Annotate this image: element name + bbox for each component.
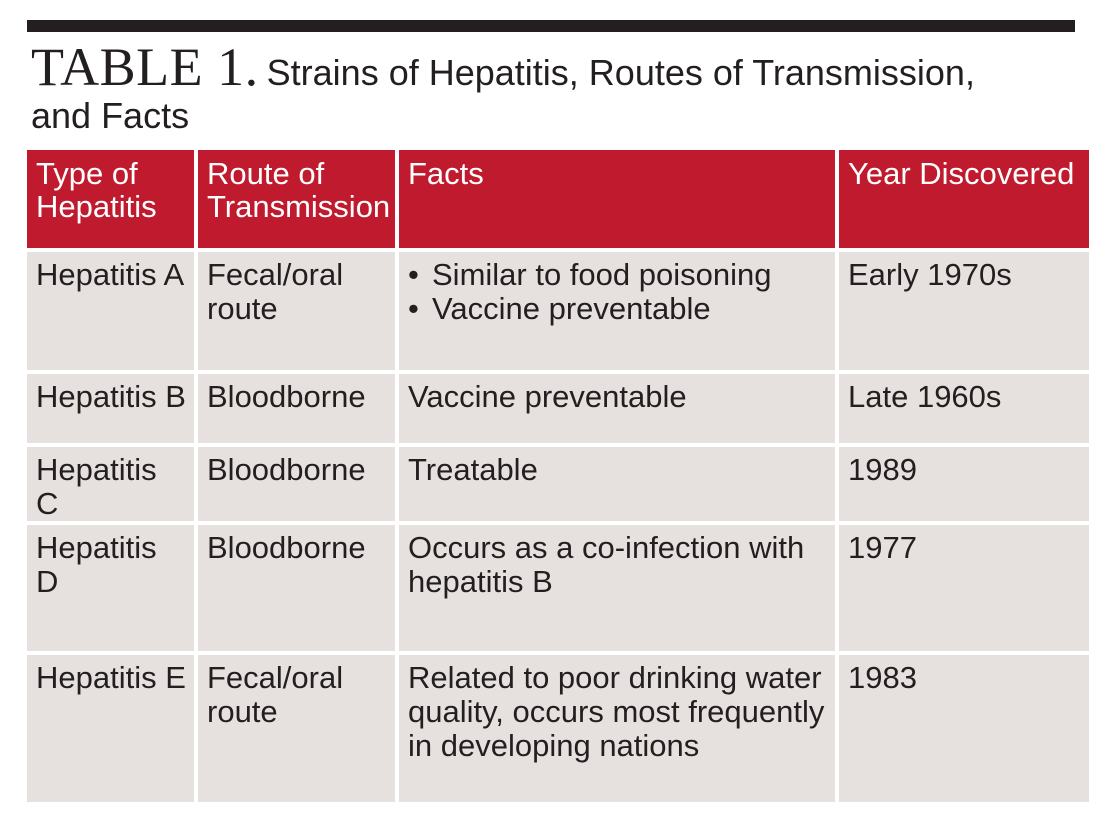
cell-type: Hepatitis A	[27, 252, 194, 370]
cell-route: Bloodborne	[198, 447, 395, 521]
table-caption: Strains of Hepatitis, Routes of Transmission,	[266, 52, 975, 93]
cell-facts: Vaccine preventable	[399, 374, 835, 443]
title-line-1	[31, 37, 1081, 97]
hepatitis-table	[23, 146, 1093, 806]
cell-facts: Related to poor drinking water quality, occurs most frequently in developing nations	[399, 655, 835, 802]
cell-route: Fecal/oral route	[198, 655, 395, 802]
cell-year: 1989	[839, 447, 1089, 521]
cell-year: Late 1960s	[839, 374, 1089, 443]
cell-type: Hepatitis B	[27, 374, 194, 443]
header-year: Year Discovered	[839, 150, 1089, 248]
cell-year: 1983	[839, 655, 1089, 802]
cell-type: Hepatitis E	[27, 655, 194, 802]
cell-type: Hepatitis C	[27, 447, 194, 521]
table-row	[27, 447, 1089, 521]
cell-year: Early 1970s	[839, 252, 1089, 370]
header-facts: Facts	[399, 150, 835, 248]
table-row	[27, 655, 1089, 802]
facts-bullet-item: • Similar to food poisoning	[408, 258, 827, 292]
cell-facts	[399, 252, 835, 370]
table-title	[31, 37, 1081, 136]
cell-route: Fecal/oral route	[198, 252, 395, 370]
table-row	[27, 374, 1089, 443]
cell-route: Bloodborne	[198, 525, 395, 651]
cell-route: Bloodborne	[198, 374, 395, 443]
cell-year: 1977	[839, 525, 1089, 651]
header-row	[27, 150, 1089, 248]
table-caption-continued: and Facts	[31, 95, 190, 136]
cell-type: Hepatitis D	[27, 525, 194, 651]
table-row	[27, 252, 1089, 370]
header-type: Type of Hepatitis	[27, 150, 194, 248]
top-rule	[27, 20, 1075, 32]
table-row	[27, 525, 1089, 651]
table-number-label: TABLE 1.	[31, 37, 259, 97]
header-route: Route of Transmission	[198, 150, 395, 248]
facts-bullet-list	[408, 258, 827, 326]
facts-bullet-item: • Vaccine preventable	[408, 292, 827, 326]
cell-facts: Treatable	[399, 447, 835, 521]
cell-facts: Occurs as a co-infection with hepatitis B	[399, 525, 835, 651]
